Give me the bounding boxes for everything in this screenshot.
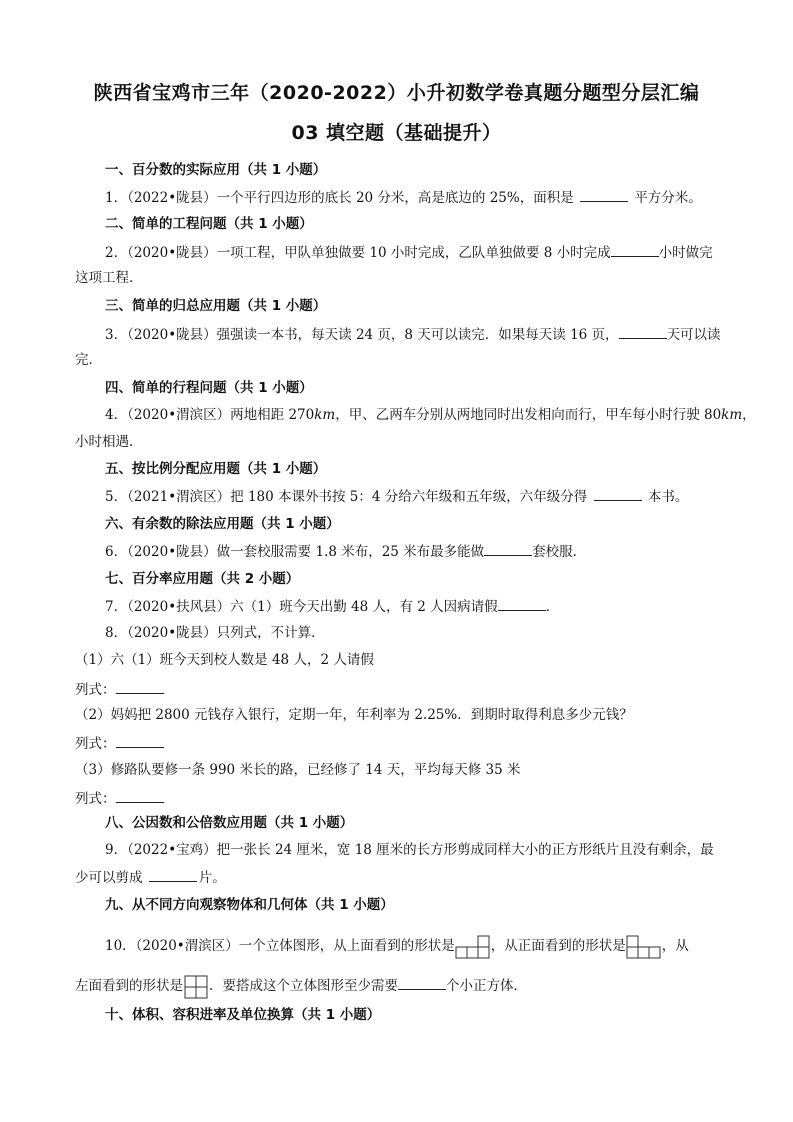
question-7-text-b: ． xyxy=(545,599,560,615)
question-5 xyxy=(105,486,688,507)
question-10-text-e: ．要搭成这个立体图形至少需要 xyxy=(209,978,398,994)
question-10-cont xyxy=(75,972,527,1000)
question-6 xyxy=(105,541,586,562)
top-view-figure xyxy=(455,935,491,959)
question-4-text-c: ， xyxy=(742,407,756,423)
question-4 xyxy=(105,405,756,425)
section-heading-8: 八、公因数和公倍数应用题（共 1 小题） xyxy=(105,815,354,831)
question-4-text-d: 小时相遇． xyxy=(75,434,143,450)
question-1-unit: 平方分米。 xyxy=(634,190,702,206)
question-1-text: 1．（2022•陇县）一个平行四边形的底长 20 分米，高是底边的 25%，面积是 xyxy=(105,190,574,206)
document-title: 陕西省宝鸡市三年（2020-2022）小升初数学卷真题分题型分层汇编 xyxy=(93,82,700,104)
answer-blank[interactable] xyxy=(116,679,164,694)
formula-label: 列式： xyxy=(75,736,116,752)
question-2-cont: 这项工程． xyxy=(75,270,143,286)
answer-blank[interactable] xyxy=(498,596,546,611)
question-10-text-b: ，从正面看到的形状是 xyxy=(490,938,626,954)
question-10-text-c: ，从 xyxy=(661,938,689,954)
question-2 xyxy=(105,242,713,263)
section-heading-6: 六、有余数的除法应用题（共 1 小题） xyxy=(105,516,340,532)
question-9-text-b: 少可以剪成 xyxy=(75,870,143,886)
question-4-cont xyxy=(75,431,143,452)
section-heading-9: 九、从不同方向观察物体和几何体（共 1 小题） xyxy=(105,897,394,913)
question-3-text-b: 天可以读 xyxy=(666,327,721,343)
question-10-text-d: 左面看到的形状是 xyxy=(75,978,183,994)
answer-blank[interactable] xyxy=(116,788,164,803)
question-2-text: 2．（2020•陇县）一项工程，甲队单独做要 10 小时完成，乙队单独做要 8 小时完成 xyxy=(105,245,611,261)
answer-blank[interactable] xyxy=(116,733,164,748)
formula-line-2 xyxy=(75,733,164,754)
section-heading-3: 三、简单的归总应用题（共 1 小题） xyxy=(105,298,327,314)
question-8-part-1: （1）六（1）班今天到校人数是 48 人，2 人请假 xyxy=(75,652,374,668)
front-view-figure xyxy=(626,935,662,959)
formula-line-1 xyxy=(75,679,164,700)
question-5-text: 5．（2021•渭滨区）把 180 本课外书按 5：4 分给六年级和五年级，六年级分得 xyxy=(105,489,588,505)
question-10 xyxy=(105,929,689,963)
question-8-part-2: （2）妈妈把 2800 元钱存入银行，定期一年，年利率为 2.25%．到期时取得利息多少元钱？ xyxy=(75,707,633,723)
question-10-text: 10．（2020•渭滨区）一个立体图形，从上面看到的形状是 xyxy=(105,938,455,954)
question-4-text: 4．（2020•渭滨区）两地相距 270 xyxy=(105,407,315,423)
formula-label: 列式： xyxy=(75,682,116,698)
question-9-text-c: 片。 xyxy=(198,870,226,886)
question-9: 9．（2022•宝鸡）把一张长 24 厘米，宽 18 厘米的长方形剪成同样大小的正方形纸片且没有剩余，最 xyxy=(105,842,714,858)
section-heading-5: 五、按比例分配应用题（共 1 小题） xyxy=(105,461,327,477)
question-2-text-b: 小时做完 xyxy=(658,245,713,261)
answer-blank[interactable] xyxy=(619,324,667,339)
question-5-text-b: 本书。 xyxy=(647,489,689,505)
question-3-text: 3．（2020•陇县）强强读一本书，每天读 24 页，8 天可以读完．如果每天读 16 页， xyxy=(105,327,619,343)
answer-blank[interactable] xyxy=(611,242,659,257)
question-1 xyxy=(105,187,702,208)
question-8: 8．（2020•陇县）只列式，不计算． xyxy=(105,625,325,641)
question-6-text: 6．（2020•陇县）做一套校服需要 1.8 米布，25 米布最多能做 xyxy=(105,544,485,560)
question-8-part-3: （3）修路队要修一条 990 米长的路，已经修了 14 天，平均每天修 35 米 xyxy=(75,762,521,778)
section-heading-1: 一、百分数的实际应用（共 1 小题） xyxy=(105,162,327,178)
question-7 xyxy=(105,596,559,617)
answer-blank[interactable] xyxy=(594,486,642,501)
section-heading-7: 七、百分率应用题（共 2 小题） xyxy=(105,571,300,587)
answer-blank[interactable] xyxy=(149,867,197,882)
question-4-text-b: ，甲、乙两车分别从两地同时出发相向而行，甲车每小时行驶 80 xyxy=(335,407,722,423)
formula-label: 列式： xyxy=(75,791,116,807)
question-10-text-f: 个小正方体． xyxy=(446,978,527,994)
question-3 xyxy=(105,324,721,345)
document-subtitle: 03 填空题（基础提升） xyxy=(291,122,502,144)
question-6-text-b: 套校服． xyxy=(532,544,587,560)
question-9-cont xyxy=(75,867,226,888)
left-view-figure xyxy=(183,974,209,1000)
section-heading-4: 四、简单的行程问题（共 1 小题） xyxy=(105,380,313,396)
unit-km: km xyxy=(721,407,743,423)
answer-blank[interactable] xyxy=(580,187,628,202)
section-heading-10: 十、体积、容积进率及单位换算（共 1 小题） xyxy=(105,1007,381,1023)
question-3-cont: 完． xyxy=(75,352,102,368)
unit-km: km xyxy=(314,407,336,423)
section-heading-2: 二、简单的工程问题（共 1 小题） xyxy=(105,216,313,232)
answer-blank[interactable] xyxy=(484,541,532,556)
question-7-text: 7．（2020•扶风县）六（1）班今天出勤 48 人，有 2 人因病请假 xyxy=(105,599,498,615)
formula-line-3 xyxy=(75,788,164,809)
answer-blank[interactable] xyxy=(398,975,446,990)
